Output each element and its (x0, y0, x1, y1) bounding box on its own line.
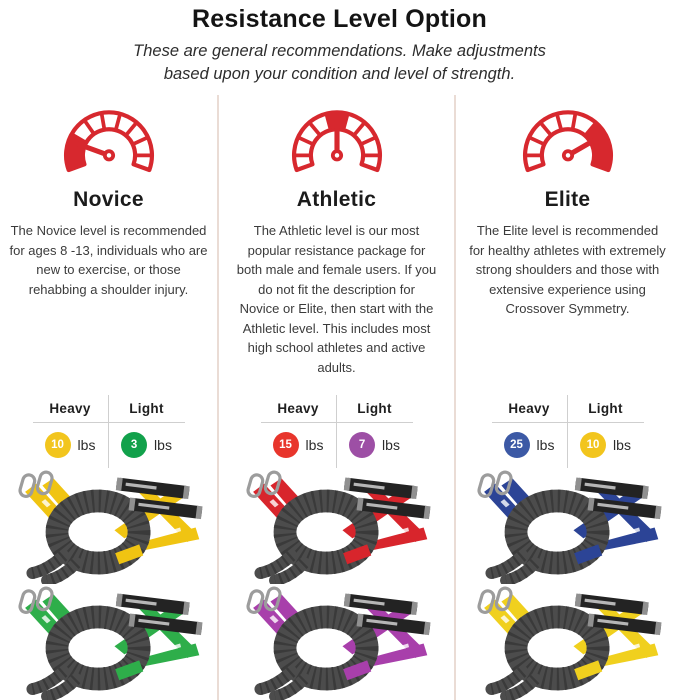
level-title-novice: Novice (73, 188, 144, 212)
column-novice (0, 95, 217, 700)
resistance-band-product-image (7, 470, 211, 584)
resistance-band-product-image (7, 586, 211, 700)
unit-label: lbs (382, 437, 400, 454)
level-description-elite: The Elite level is recommended for healthy athletes with extremely strong shoulders and those with extensive experience using Crossover Symmetry. (469, 223, 666, 317)
levels-grid (0, 95, 679, 700)
unit-label: lbs (305, 437, 324, 454)
column-elite (456, 95, 679, 700)
product-images-elite (456, 470, 679, 700)
product-images-athletic (219, 470, 454, 700)
heavy-weight-badge: 10 (45, 432, 71, 458)
level-title-athletic: Athletic (296, 188, 377, 212)
page-subtitle (0, 40, 679, 86)
heavy-weight-badge: 25 (504, 432, 530, 458)
gauge-low-icon (53, 103, 165, 176)
level-title-elite: Elite (544, 188, 591, 212)
resistance-band-product-image (466, 586, 670, 700)
light-header: Light (568, 395, 644, 423)
light-weight-badge: 10 (580, 432, 606, 458)
level-description-athletic: The Athletic level is our most popular resistance package for both male and female users. If you do not fit the description for Novice or Elite, then start with the Athletic level. This includes most high school athletes and active adults. (236, 223, 437, 375)
resistance-band-product-image (466, 470, 670, 584)
light-weight-badge: 3 (121, 432, 147, 458)
unit-label: lbs (77, 437, 96, 454)
unit-label: lbs (536, 437, 555, 454)
product-images-novice (0, 470, 217, 700)
subtitle-line-1: These are general recommendations. Make adjustments (133, 42, 546, 60)
heavy-header: Heavy (261, 395, 337, 423)
resistance-table-athletic (261, 395, 413, 468)
light-header: Light (337, 395, 413, 423)
gauge-high-icon (512, 103, 624, 176)
resistance-table-elite (492, 395, 644, 468)
resistance-band-product-image (235, 586, 439, 700)
heavy-weight-badge: 15 (273, 432, 299, 458)
heavy-header: Heavy (492, 395, 568, 423)
page-title: Resistance Level Option (192, 5, 487, 33)
heavy-value-cell (33, 423, 109, 468)
subtitle-line-2: based upon your condition and level of strength. (163, 65, 516, 84)
heavy-header: Heavy (33, 395, 109, 423)
unit-label: lbs (154, 437, 172, 454)
column-athletic (217, 95, 456, 700)
heavy-value-cell (261, 423, 337, 468)
resistance-table-novice (33, 395, 185, 468)
level-description-novice: The Novice level is recommended for ages 8 -13, individuals who are new to exercise, or those rehabbing a shoulder injury. (9, 223, 208, 297)
light-value-cell (109, 423, 185, 468)
resistance-band-product-image (235, 470, 439, 584)
light-weight-badge: 7 (349, 432, 375, 458)
page-header (0, 0, 679, 86)
light-header: Light (109, 395, 185, 423)
unit-label: lbs (613, 437, 631, 454)
light-value-cell (568, 423, 644, 468)
light-value-cell (337, 423, 413, 468)
gauge-medium-icon (281, 103, 393, 176)
heavy-value-cell (492, 423, 568, 468)
